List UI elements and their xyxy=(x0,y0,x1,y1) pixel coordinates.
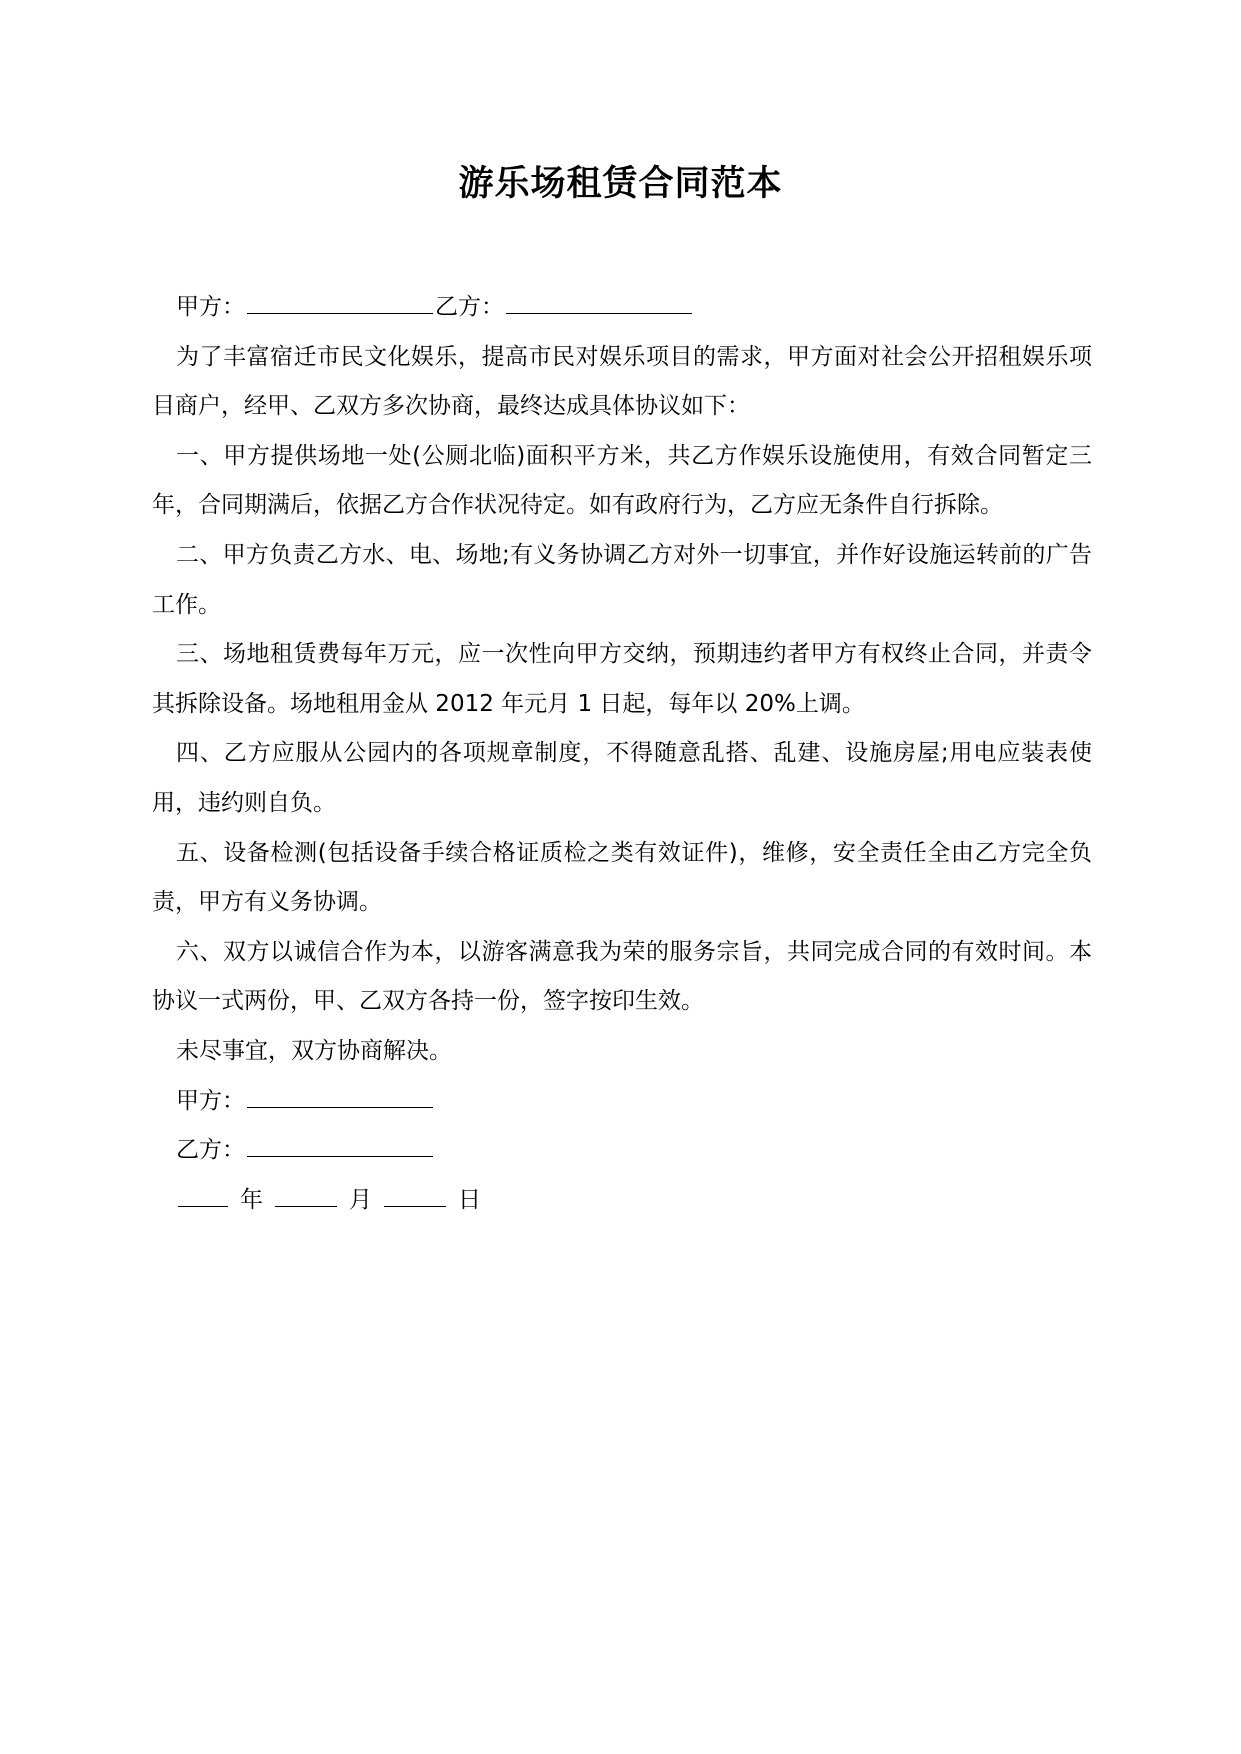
paragraph-clause-6: 六、双方以诚信合作为本，以游客满意我为荣的服务宗旨，共同完成合同的有效时间。本协议一式两份，甲、乙双方各持一份，签字按印生效。 xyxy=(152,938,1092,1015)
paragraph-clause-1: 一、甲方提供场地一处(公厕北临)面积平方米，共乙方作娱乐设施使用，有效合同暂定三年，合同期满后，依据乙方合作状况待定。如有政府行为，乙方应无条件自行拆除。 xyxy=(152,442,1092,519)
year-label: 年 xyxy=(240,1186,263,1213)
signature-party-a xyxy=(152,1077,1092,1127)
signature-party-b xyxy=(152,1126,1092,1176)
party-b-blank xyxy=(506,291,692,314)
month-blank xyxy=(275,1184,337,1207)
signature-party-a-blank xyxy=(247,1085,433,1108)
signature-party-b-blank xyxy=(247,1134,433,1157)
day-label: 日 xyxy=(458,1186,481,1213)
party-a-label: 甲方： xyxy=(176,294,245,320)
paragraph-clause-3: 三、场地租赁费每年万元，应一次性向甲方交纳，预期违约者甲方有权终止合同，并责令其拆除设备。场地租用金从 2012 年元月 1 日起，每年以 20%上调。 xyxy=(152,641,1092,717)
month-label: 月 xyxy=(349,1186,372,1213)
paragraph-clause-4: 四、乙方应服从公园内的各项规章制度，不得随意乱搭、乱建、设施房屋;用电应装表使用，违约则自负。 xyxy=(152,740,1092,816)
day-blank xyxy=(384,1184,446,1207)
document-title: 游乐场租赁合同范本 xyxy=(458,164,783,204)
party-a-blank xyxy=(247,291,433,314)
paragraph-clause-5: 五、设备检测(包括设备手续合格证质检之类有效证件)，维修，安全责任全由乙方完全负责，甲方有义务协调。 xyxy=(152,839,1092,916)
paragraph-clause-2: 二、甲方负责乙方水、电、场地;有义务协调乙方对外一切事宜，并作好设施运转前的广告工作。 xyxy=(152,541,1092,618)
paragraph-intro: 为了丰富宿迁市民文化娱乐，提高市民对娱乐项目的需求，甲方面对社会公开招租娱乐项目商户，经甲、乙双方多次协商，最终达成具体协议如下： xyxy=(152,343,1092,420)
signature-party-a-label: 甲方： xyxy=(176,1087,245,1114)
date-line xyxy=(152,1176,1092,1226)
paragraph-closing: 未尽事宜，双方协商解决。 xyxy=(176,1037,452,1064)
document-body xyxy=(152,283,1092,1225)
parties-line xyxy=(152,283,1092,333)
year-blank xyxy=(178,1184,228,1207)
party-b-label: 乙方： xyxy=(435,294,504,320)
signature-party-b-label: 乙方： xyxy=(176,1137,245,1164)
